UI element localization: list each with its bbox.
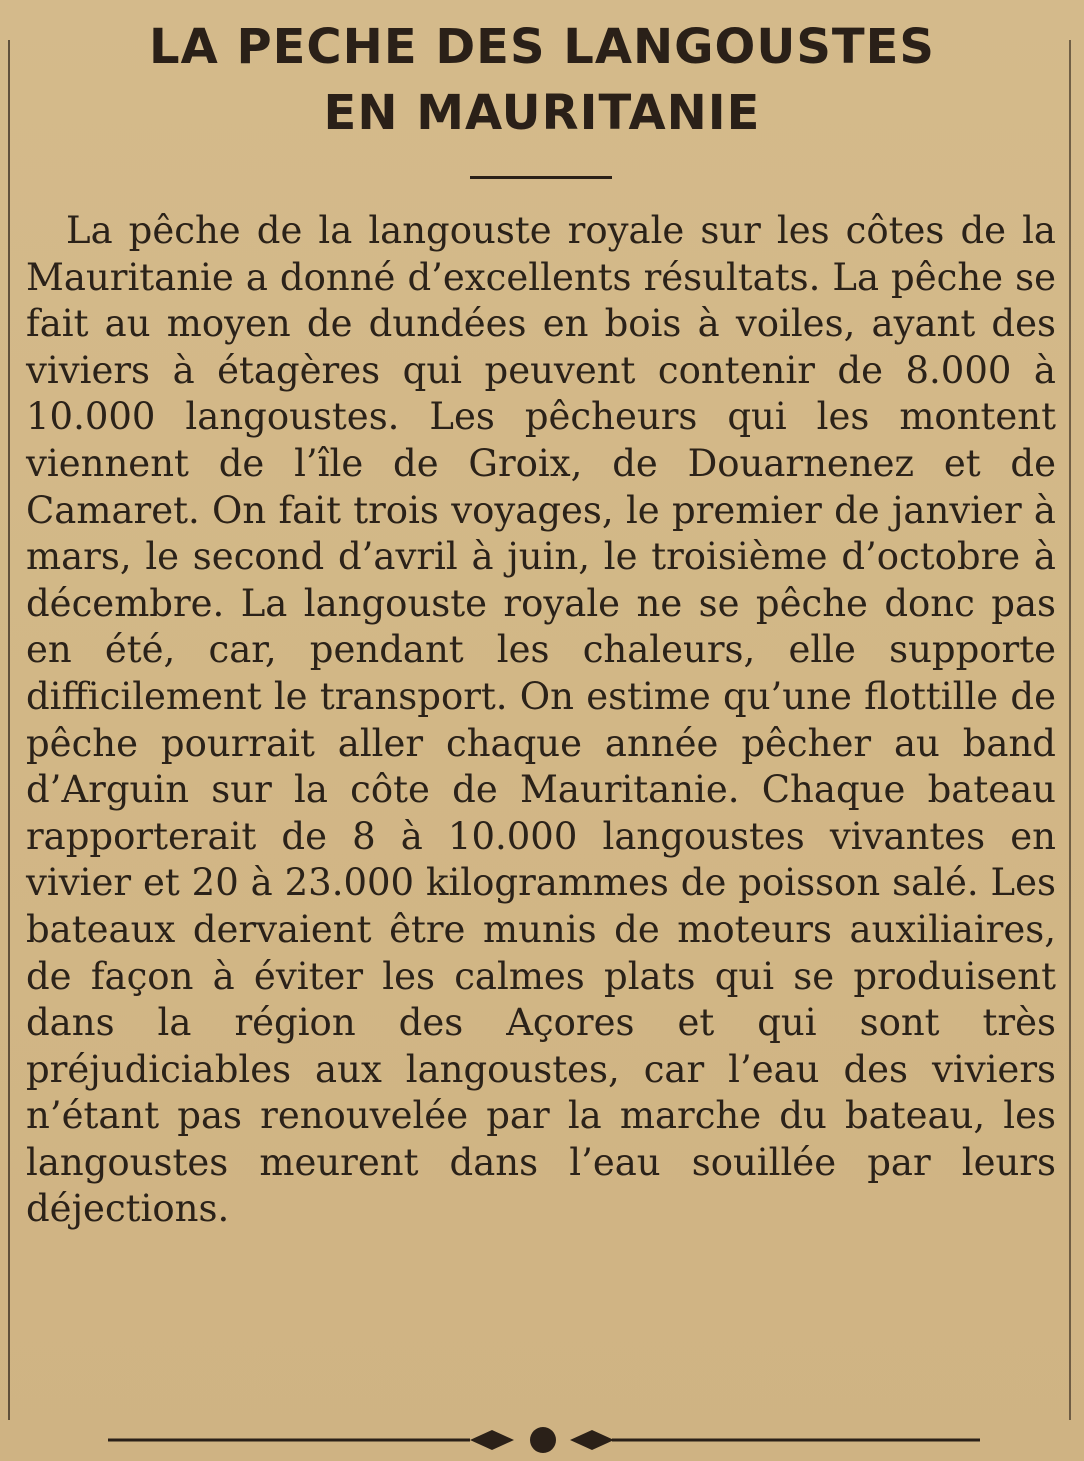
ornament-center-dot <box>530 1427 556 1453</box>
article-body: La pêche de la langouste royale sur les côtes de la Mauritanie a donné d’excellents résultats. La pêche se fait au moyen de dundées en bois à voiles, ayant des viviers à étagères qui peuvent contenir de 8.000 à 10.000 langoustes. Les pêcheurs qui les montent viennent de l’île de Groix, de Douarnenez et de Camaret. On fait trois voyages, le premier de janvier à mars, le second d’avril à juin, le troisième d’octobre à décembre. La langouste royale ne se pêche donc pas en été, car, pendant les chaleurs, elle supporte difficilement le transport. On estime qu’une flottille de pêche pourrait aller chaque année pêcher au band d’Arguin sur la côte de Mauritanie. Chaque bateau rapporterait de 8 à 10.000 langoustes vivantes en vivier et 20 à 23.000 kilogrammes de poisson salé. Les bateaux dervaient être munis de moteurs auxiliaires, de façon à éviter les calmes plats qui se produisent dans la région des Açores et qui sont très préjudiciables aux langoustes, car l’eau des viviers n’étant pas renouvelée par la marche du bateau, les langoustes meurent dans l’eau souillée par leurs déjections. <box>26 209 1056 1231</box>
headline-line-2: EN MAURITANIE <box>323 85 761 141</box>
end-ornament <box>0 1418 1084 1458</box>
ornament-diamond-left <box>470 1430 514 1450</box>
article-headline <box>40 14 1044 146</box>
headline-line-1: LA PECHE DES LANGOUSTES <box>149 19 935 75</box>
ornament-diamond-right <box>570 1430 614 1450</box>
left-column-rule <box>8 40 10 1420</box>
headline-separator-rule <box>470 176 612 179</box>
right-column-rule <box>1069 40 1071 1420</box>
